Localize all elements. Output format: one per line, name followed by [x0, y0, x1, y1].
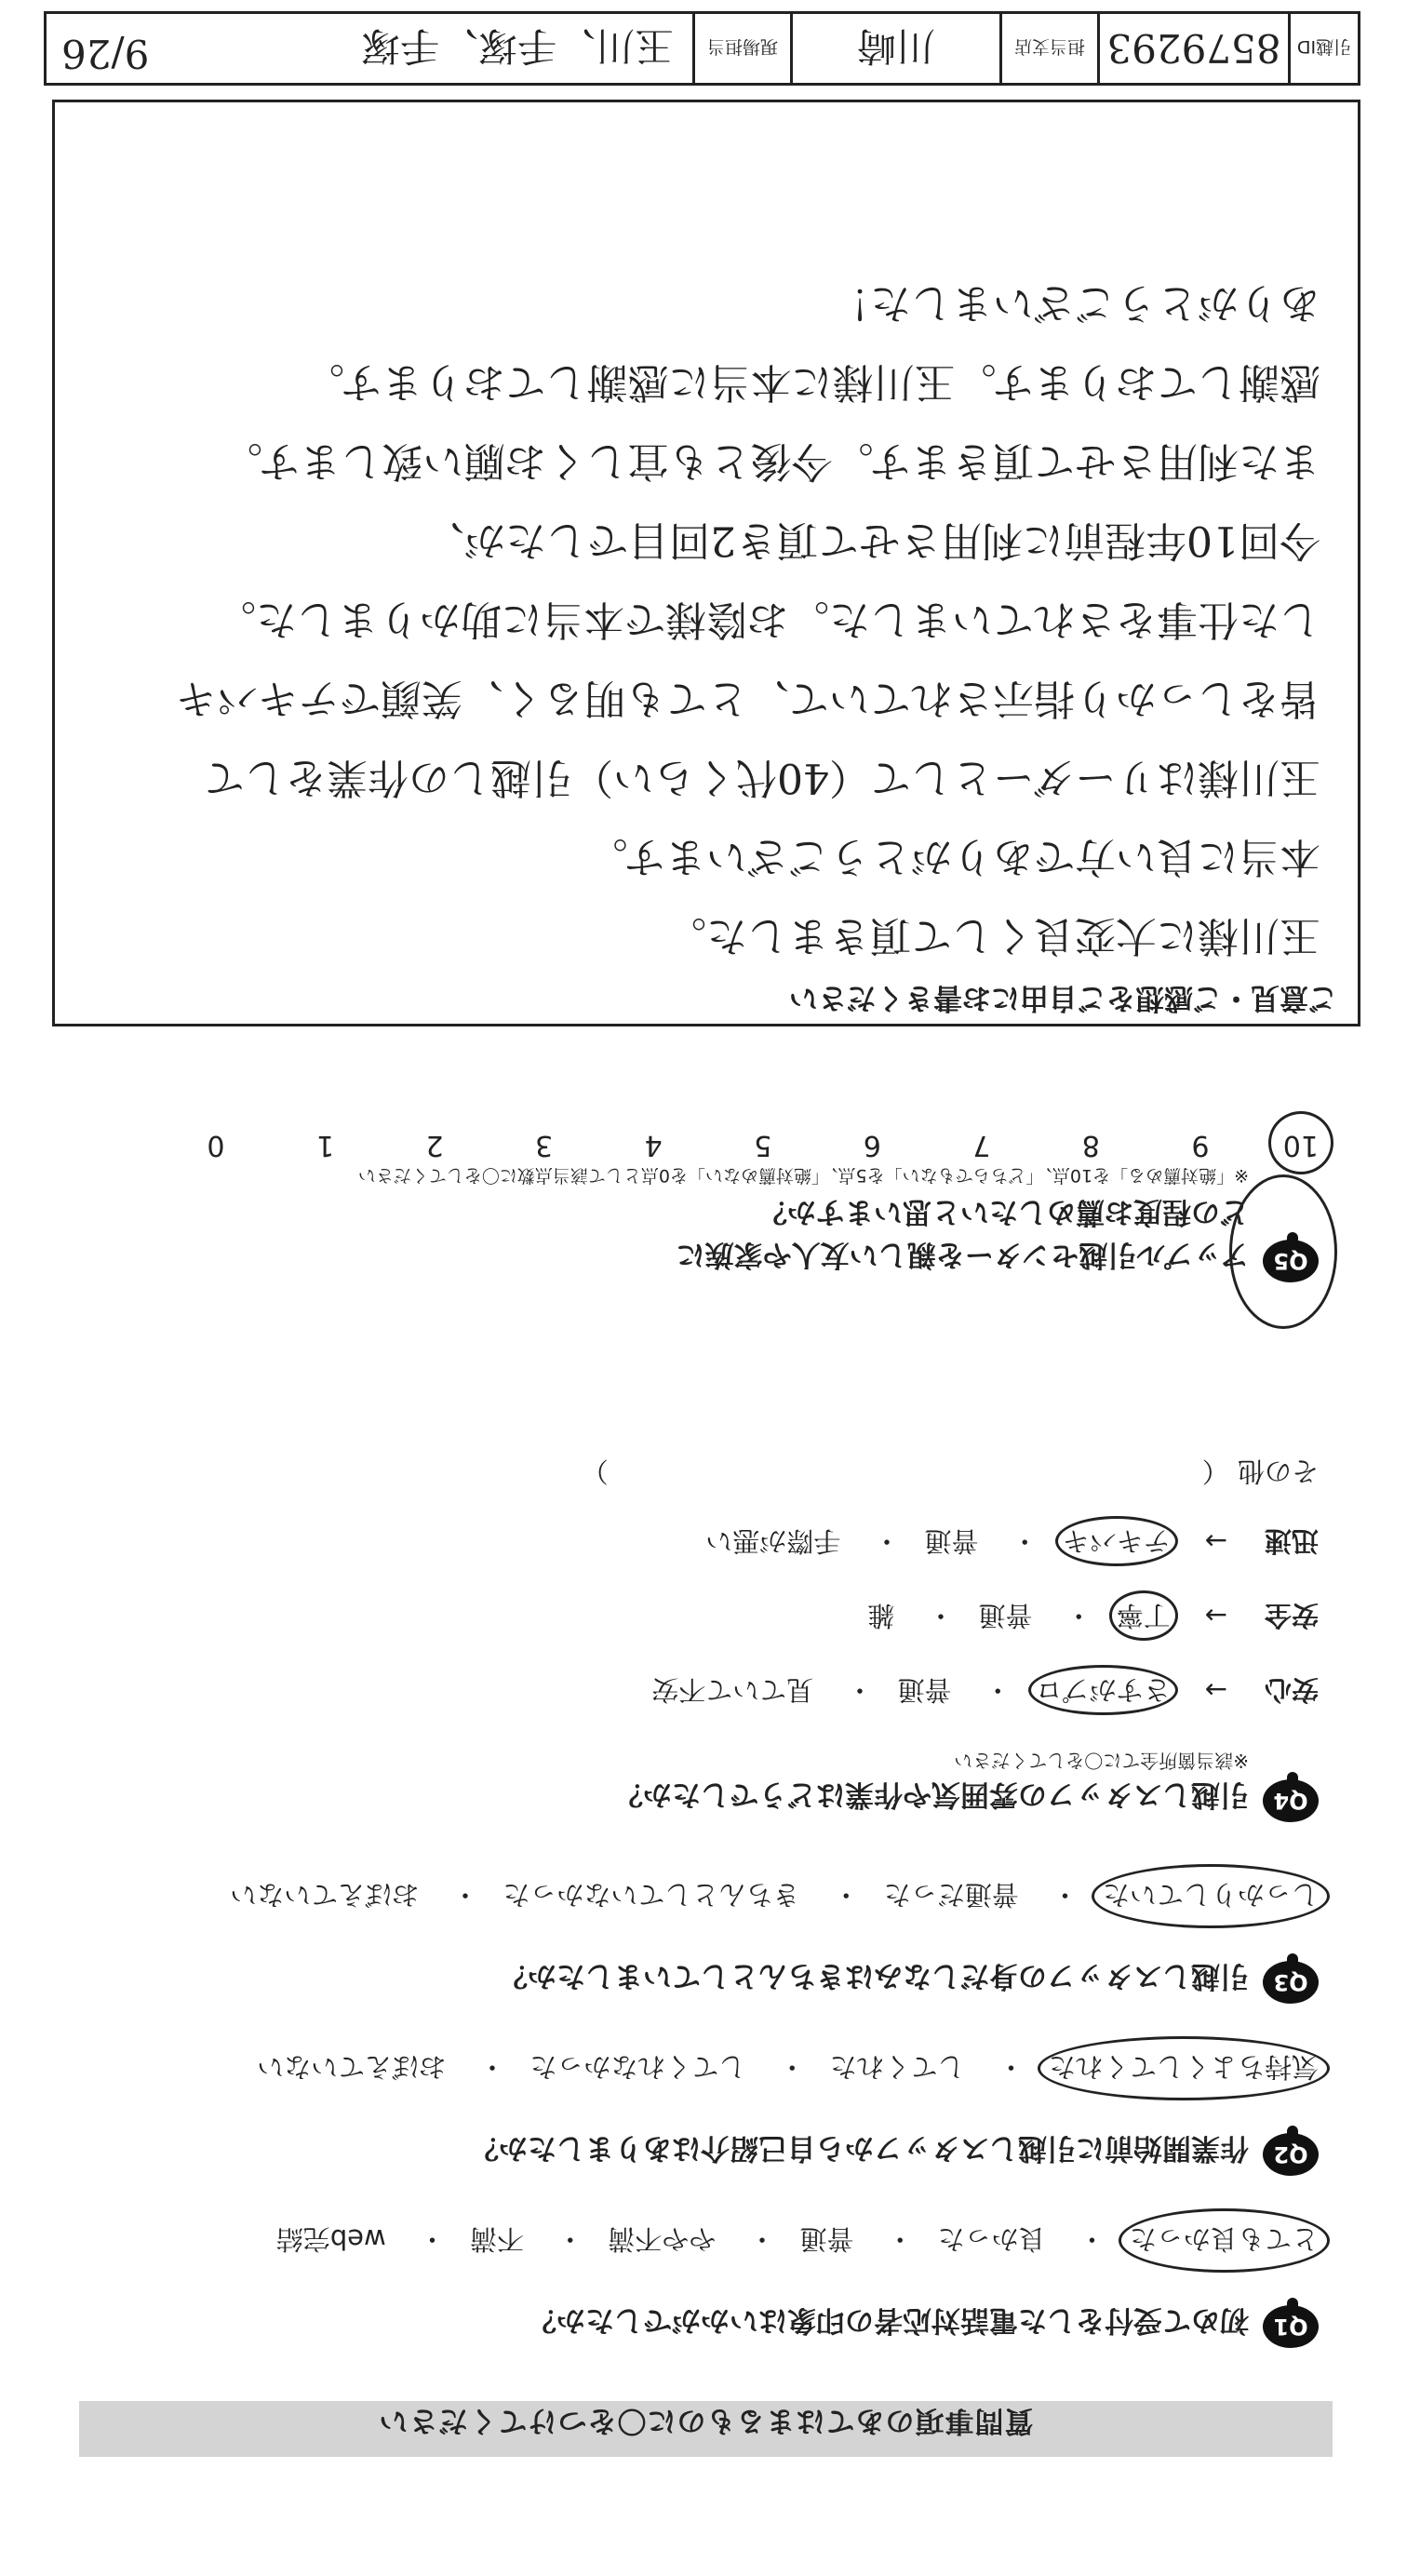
score-2[interactable]: 2 [425, 1129, 444, 1161]
q1-option-normal[interactable]: 普通 [799, 2223, 854, 2255]
q1-option-somewhat-dissatisfied[interactable]: やや不満 [608, 2223, 717, 2255]
q4-relief-option-normal[interactable]: 普通 [897, 1674, 952, 1706]
q1-question: 初めて受付をした電話対応者の印象はいかがでしたか？ [528, 2303, 1249, 2337]
q4-safety-option-rough[interactable]: 雑 [867, 1600, 895, 1631]
score-8[interactable]: 8 [1081, 1129, 1100, 1161]
branch-value: 川崎 [792, 13, 1001, 85]
q2-option-did-not[interactable]: してくれなかった [529, 2051, 746, 2083]
comment-line: 皆をしっかり指示されていて、とても明るく、笑顔でテキパキ [175, 675, 1320, 722]
q4-note: ※該当箇所全てに〇をしてください [954, 1750, 1249, 1772]
q3-option-neat[interactable]: しっかりしていた [1103, 1877, 1319, 1915]
q4-safety-option-careful[interactable]: 丁寧 [1116, 1600, 1171, 1631]
score-4[interactable]: 4 [644, 1129, 663, 1161]
q2-options: 気持ちよくしてくれた・ してくれた・ してくれなかった・ おぼえていない [257, 2049, 1319, 2087]
q4-speed-option-normal[interactable]: 普通 [924, 1525, 979, 1557]
q5-note: ※「絶対薦める」を10点、「どちらでもない」を5点、「絶対薦めない」を0点として該当点数に〇をしてください [357, 1165, 1249, 1186]
id-value: 8579293 [1099, 13, 1290, 85]
score-5[interactable]: 5 [754, 1129, 772, 1161]
q4-row-other [582, 1454, 1319, 1492]
question-q4 [37, 1456, 1319, 1822]
q4-other-label: その他 [1237, 1456, 1319, 1487]
date-value: 9/26 [61, 31, 150, 76]
q4-safety-option-normal[interactable]: 普通 [978, 1600, 1033, 1631]
staff-value [46, 13, 694, 85]
staff-names: 玉川、手塚、手塚 [360, 23, 674, 69]
q5-score-scale [125, 1129, 1319, 1161]
info-table [44, 11, 1360, 86]
q4-row-relief: 安心→ さすがプロ・ 普通・ 見ていて不安 [651, 1672, 1319, 1711]
comment-line: 玉川様に大変良くして頂きました。 [665, 912, 1320, 959]
q4-row-label: 迅速 [1264, 1525, 1319, 1557]
comment-text[interactable] [74, 263, 1320, 975]
q4-row-safety: 安全→ 丁寧・ 普通・ 雑 [867, 1598, 1319, 1636]
arrow-icon: → [1204, 1600, 1228, 1631]
staff-label: 現場担当 [694, 13, 792, 85]
q4-other-field[interactable]: （ ） [581, 1456, 1229, 1487]
score-6[interactable]: 6 [863, 1129, 881, 1161]
comment-line: 玉川様はリーダーとして（40代くらい）引越しの作業をして [204, 754, 1320, 801]
q3-option-not-neat[interactable]: きちんとしていなかった [502, 1879, 800, 1911]
q5-question-line2: どの程度お薦めしたいと思いますか？ [758, 1195, 1249, 1228]
comment-line: 今回10年程前に利用させて頂き2回目でしたが、 [423, 517, 1320, 564]
q1-option-very-good[interactable]: とても良かった [1130, 2221, 1319, 2260]
q2-badge: Q2 [1263, 2133, 1319, 2176]
q4-speed-option-clumsy[interactable]: 手際が悪い [705, 1525, 841, 1557]
q4-row-speed: 迅速→ テキパキ・ 普通・ 手際が悪い [705, 1523, 1319, 1562]
question-q3 [37, 1845, 1319, 2004]
q4-row-label: 安全 [1264, 1600, 1319, 1631]
q4-relief-option-anxious[interactable]: 見ていて不安 [651, 1674, 814, 1706]
q1-option-web[interactable]: web完結 [275, 2223, 386, 2255]
question-q1 [37, 2190, 1319, 2348]
q4-question: 引越しスタッフの雰囲気や作業はどうでしたか？ [614, 1778, 1249, 1811]
q2-question: 作業開始前に引越しスタッフから自己紹介はありましたか？ [470, 2131, 1249, 2165]
q4-relief-option-pro[interactable]: さすがプロ [1035, 1674, 1171, 1706]
q5-badge: Q5 [1263, 1240, 1319, 1282]
score-7[interactable]: 7 [972, 1129, 991, 1161]
q1-options: とても良かった・ 良かった・ 普通・ やや不満・ 不満・ web完結 [276, 2221, 1319, 2260]
question-q2 [37, 2018, 1319, 2176]
q1-option-dissatisfied[interactable]: 不満 [469, 2223, 524, 2255]
q4-speed-option-efficient[interactable]: テキパキ [1062, 1525, 1171, 1557]
instruction-text: 質問事項のあてはまるものに〇をつけてください [378, 2404, 1034, 2437]
comment-box [52, 100, 1360, 1026]
score-3[interactable]: 3 [535, 1129, 554, 1161]
q2-option-did[interactable]: してくれた [829, 2051, 965, 2083]
score-1[interactable]: 1 [315, 1129, 335, 1161]
instruction-band [79, 2401, 1333, 2457]
q3-badge: Q3 [1263, 1961, 1319, 2004]
q4-badge: Q4 [1263, 1779, 1319, 1822]
q5-question-line1: アップル引越センターを親しい友人や家族に [676, 1238, 1249, 1271]
q3-option-normal[interactable]: 普通だった [883, 1879, 1019, 1911]
arrow-icon: → [1204, 1674, 1228, 1706]
q3-question: 引越しスタッフの身だしなみはきちんとしていましたか？ [499, 1959, 1249, 1992]
score-9[interactable]: 9 [1191, 1129, 1210, 1161]
comment-line: また利用させて頂きます。今後とも宜しくお願い致します。 [221, 437, 1320, 485]
q1-option-good[interactable]: 良かった [937, 2223, 1046, 2255]
comment-title: ご意見・ご感想をご自由にお書きください [789, 981, 1337, 1014]
comment-line: 感謝しております。玉川様に本当に感謝しております。 [303, 358, 1320, 406]
q3-options: しっかりしていた・ 普通だった・ きちんとしていなかった・ おぼえていない [230, 1877, 1319, 1915]
q3-option-dont-remember[interactable]: おぼえていない [230, 1879, 420, 1911]
comment-line: した仕事をされていました。お陰様で本当に助かりました。 [215, 596, 1320, 643]
q2-option-pleasant[interactable]: 気持ちよくしてくれた [1049, 2049, 1319, 2087]
q1-badge: Q1 [1263, 2305, 1319, 2348]
branch-label: 担当支店 [1001, 13, 1099, 85]
score-10[interactable]: 10 [1218, 1129, 1319, 1161]
question-q5 [37, 1096, 1319, 1282]
comment-line: ありがとうございました！ [829, 279, 1320, 327]
q4-row-label: 安心 [1264, 1674, 1319, 1706]
score-0[interactable]: 0 [207, 1129, 225, 1161]
comment-line: 本当に良い方でありがとうございます。 [586, 833, 1320, 880]
id-label: 引越ID [1290, 13, 1360, 85]
arrow-icon: → [1204, 1525, 1228, 1557]
q2-option-dont-remember[interactable]: おぼえていない [257, 2051, 447, 2083]
